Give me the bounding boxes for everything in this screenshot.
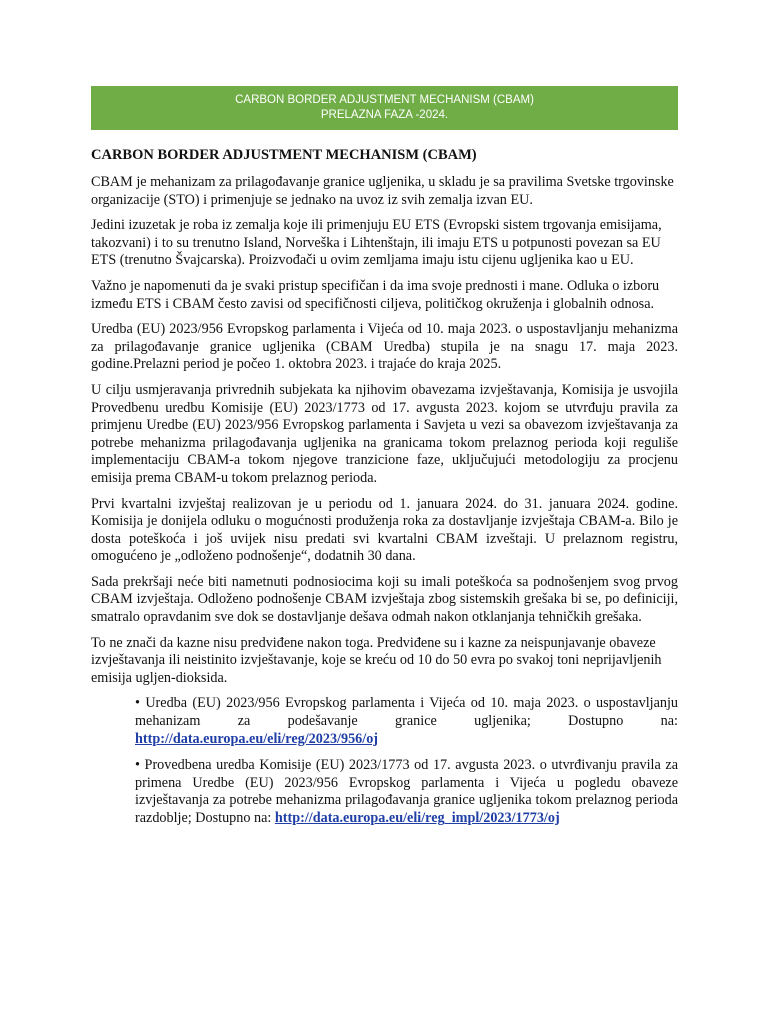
banner-title: CARBON BORDER ADJUSTMENT MECHANISM (CBAM)	[235, 94, 534, 106]
paragraph-regulation: Uredba (EU) 2023/956 Evropskog parlamenta i Vijeća od 10. maja 2023. o uspostavljanju mehanizma za prilagođavanje granice ugljenika (CBAM Uredba) stupila je na snagu 17. maja 2023. godine.Prelazni period je počeo 1. oktobra 2023. i trajaće do kraja 2025.	[91, 321, 678, 373]
reference-link[interactable]: http://data.europa.eu/eli/reg/2023/956/oj	[135, 730, 379, 747]
page-title: CARBON BORDER ADJUSTMENT MECHANISM (CBAM)	[91, 147, 477, 163]
header-banner	[91, 86, 678, 130]
reference-item	[135, 757, 678, 827]
paragraph-penalties-waived: Sada prekršaji neće biti nametnuti podnosiocima koji su imali poteškoća sa podnošenjem svog prvog CBAM izvještaja. Odloženo podnošenje CBAM izvještaja zbog sistemskih grešaka bi se, po definiciji, smatralo opravdanim sve dok se dostavljanje dešava odmah nakon otklanjanja tehničkih grešaka.	[91, 573, 678, 626]
banner-subtitle: PRELAZNA FAZA -2024.	[320, 109, 449, 121]
reference-item	[135, 695, 678, 748]
reference-link[interactable]: http://data.europa.eu/eli/reg_impl/2023/1773/oj	[274, 810, 560, 826]
paragraph-intro: CBAM je mehanizam za prilagođavanje granice ugljenika, u skladu je sa pravilima Svetske trgovinske organizacije (STO) i primenjuje se jednako na uvoz iz svih zemalja izvan EU.	[91, 174, 674, 208]
paragraph-first-report: Prvi kvartalni izvještaj realizovan je u periodu od 1. januara 2024. do 31. januara 2024. godine. Komisija je donijela odluku o mogućnosti produženja roka za dostavljanje izvještaja CBAM-a. Bilo je dosta poteškoća i još uvijek nisu predati svi kvartalni CBAM izveštaji. U prelaznom registru, omogućeno je „odloženo podnošenje“, dodatnih 30 dana.	[91, 495, 678, 565]
reference-list	[135, 695, 678, 827]
paragraph-penalties: To ne znači da kazne nisu predviđene nakon toga. Predviđene su i kazne za neispunjavanje obaveze izvještavanja ili neistinito izvještavanje, koje se kreću od 10 do 50 evra po svakoj toni neprijavljenih emisija ugljen-dioksida.	[91, 634, 662, 686]
document-body	[91, 146, 678, 837]
paragraph-approach: Važno je napomenuti da je svaki pristup specifičan i da ima svoje prednosti i mane. Odluka o izboru između ETS i CBAM često zavisi od specifičnosti ciljeva, političkog okruženja i globalnih odnosa.	[91, 277, 660, 312]
reference-text: • Uredba (EU) 2023/956 Evropskog parlamenta i Vijeća od 10. maja 2023. o uspostavljanju mehanizam za podešavanje granice ugljenika; Dostupno na:	[135, 695, 678, 730]
paragraph-implementing-regulation: U cilju usmjeravanja privrednih subjekata ka njihovim obavezama izvještavanja, Komisija je usvojila Provedbenu uredbu Komisije (EU) 2023/1773 od 17. avgusta 2023. kojom se utvrđuju pravila za primjenu Uredbe (EU) 2023/956 Evropskog parlamenta i Savjeta u vezi sa obavezom izvještavanja za potrebe mehanizma prilagođavanja ugljenika na granicama tokom prelaznog perioda koji reguliše implementaciju CBAM-a tokom njegove tranzicione faze, uključujući metodologiju za procjenu emisija prema CBAM-u tokom prelaznog perioda.	[91, 381, 678, 486]
reference-text: • Provedbena uredba Komisije (EU) 2023/1773 od 17. avgusta 2023. o utvrđivanju pravila za primena Uredbe (EU) 2023/956 Evropskog parlamenta i Vijeća u pogledu obaveze izvještavanja za potrebe mehanizma prilagođavanja granice ugljenika tokom prelaznog perioda razdoblje; Dostupno na:	[135, 757, 678, 826]
paragraph-exception: Jedini izuzetak je roba iz zemalja koje ili primenjuju EU ETS (Evropski sistem trgovanja emisijama, takozvani) i to su trenutno Island, Norveška i Lihtenštajn, ili imaju ETS u potpunosti povezan sa EU ETS (trenutno Švajcarska). Proizvođači u ovim zemljama imaju istu cijenu ugljenika kao u EU.	[91, 217, 662, 269]
